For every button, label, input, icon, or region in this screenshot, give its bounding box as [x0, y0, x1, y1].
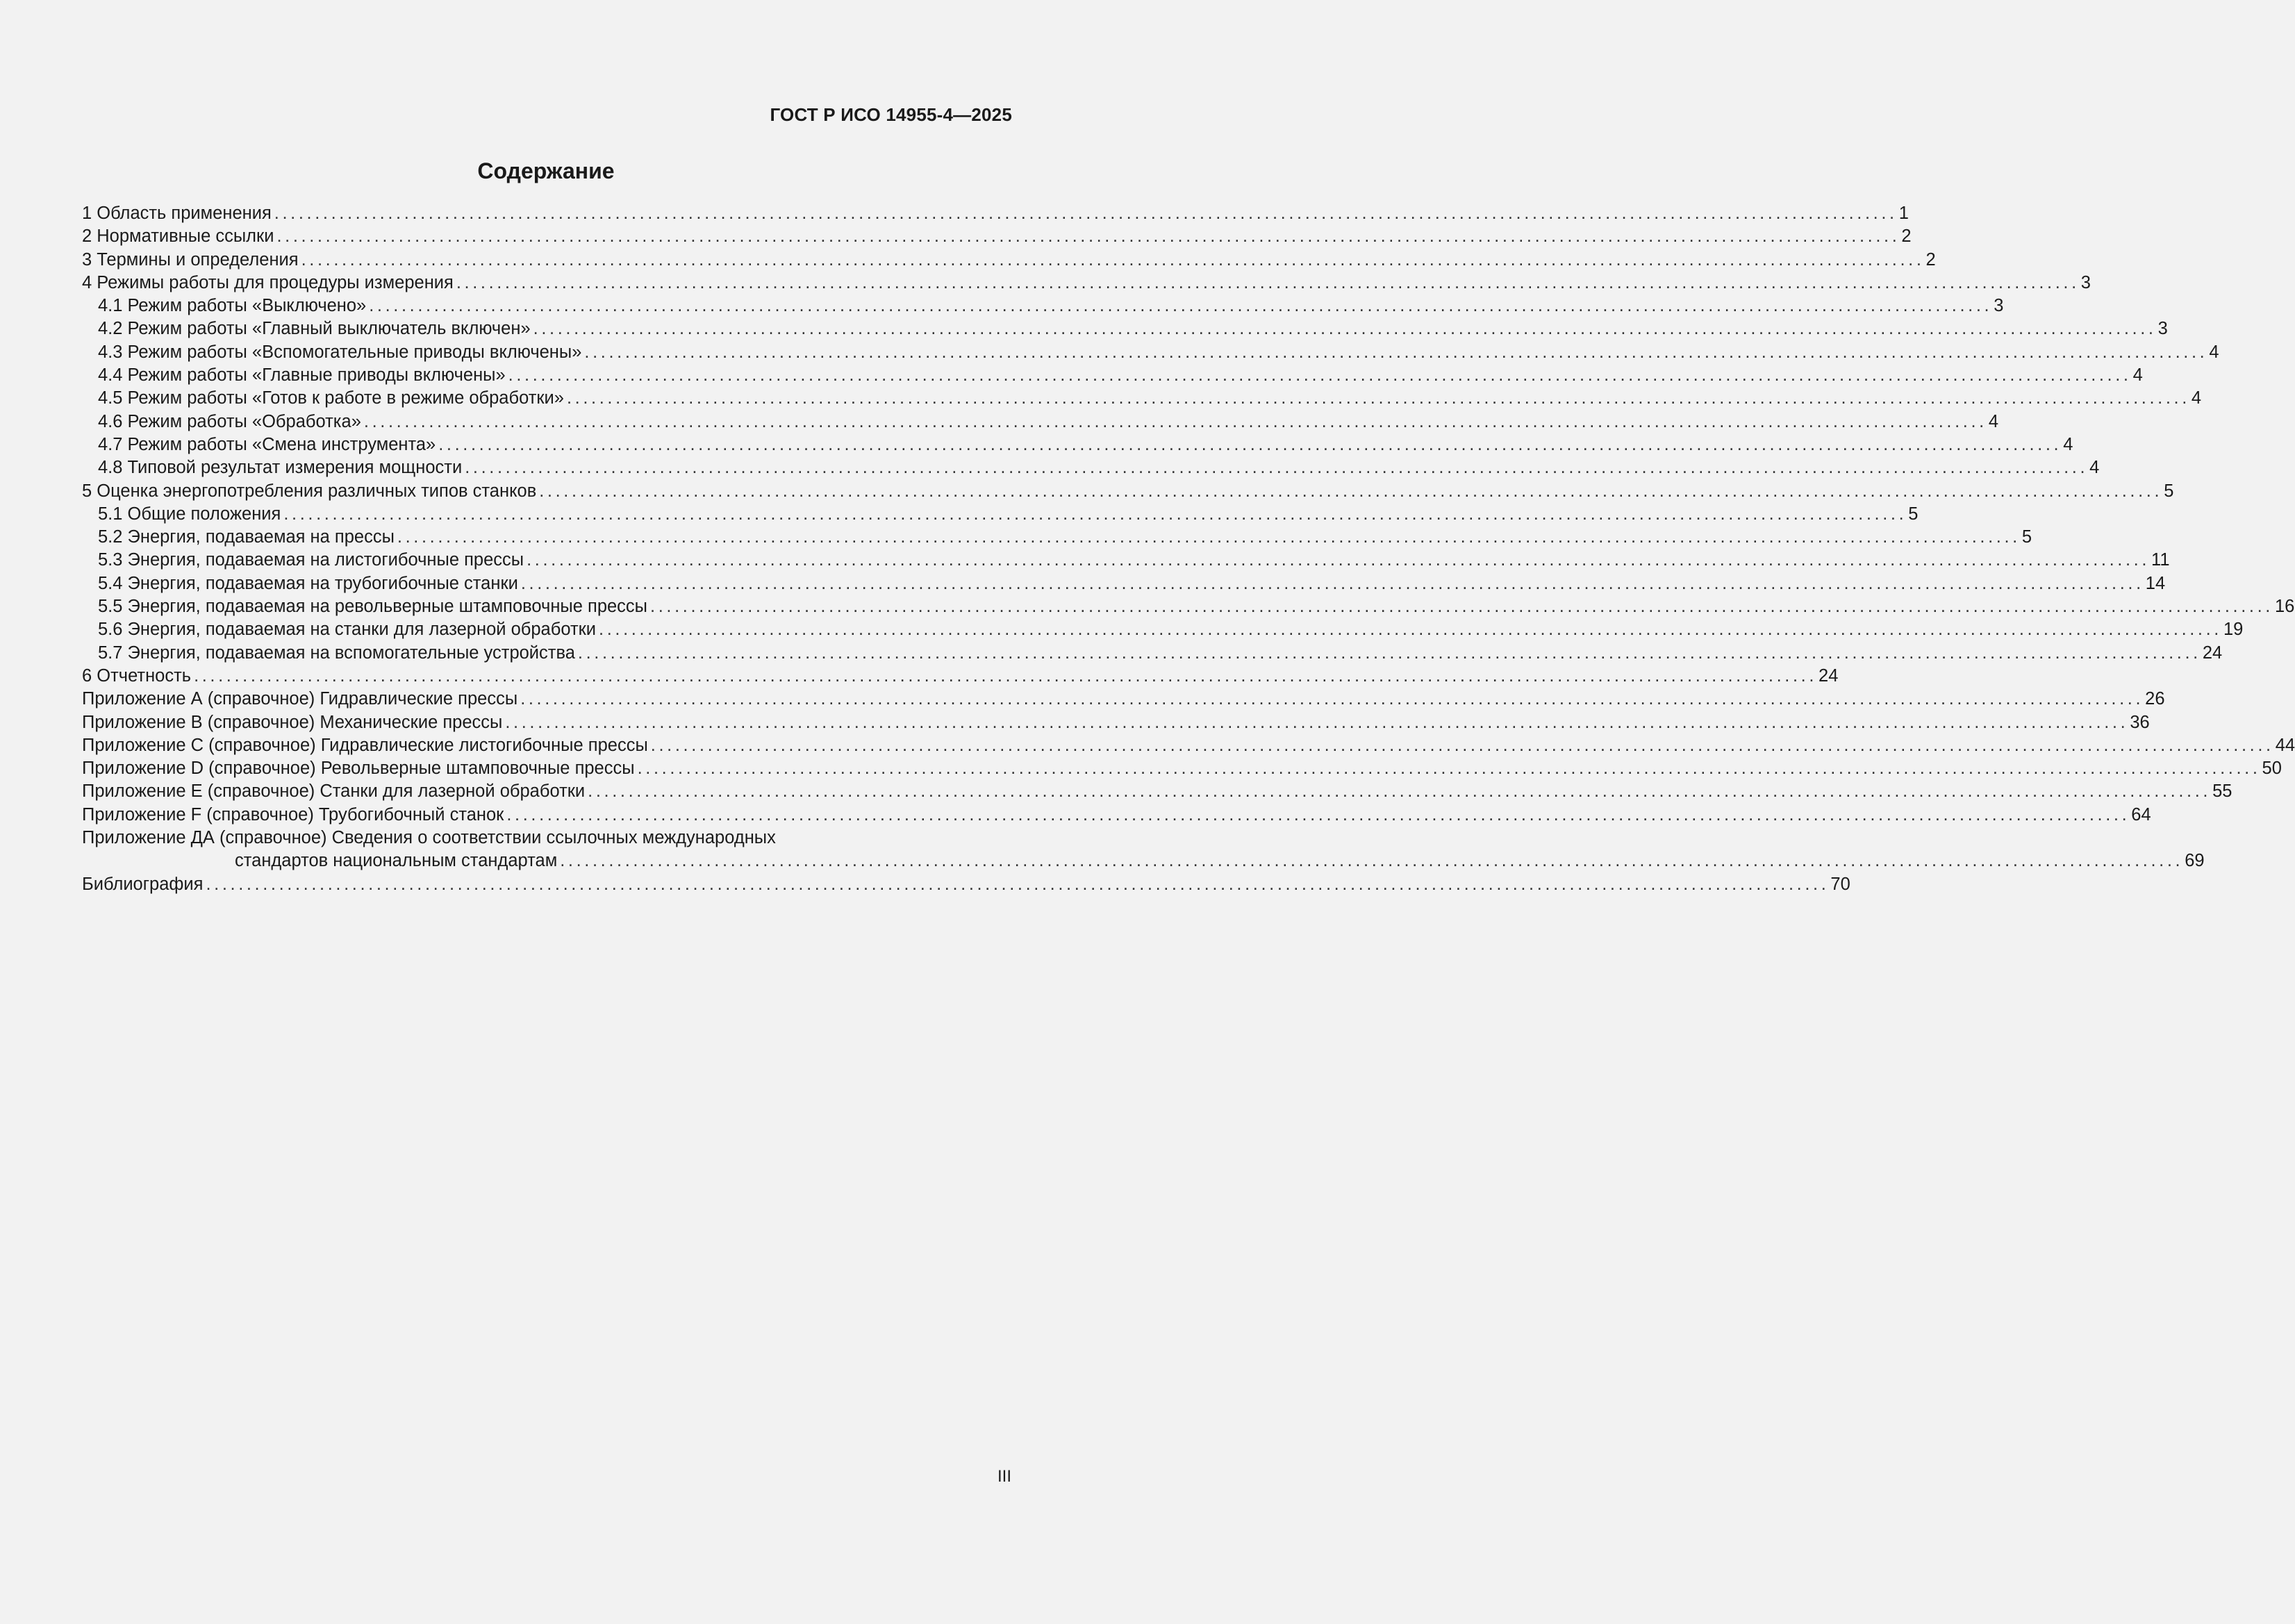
toc-entry[interactable]: [82, 618, 2244, 641]
toc-entry-page: 4: [2089, 458, 2100, 478]
toc-entry[interactable]: [82, 665, 1839, 688]
toc-entry-label: 5.1 Общие положения: [98, 504, 281, 524]
toc-entry-page: 44: [2275, 735, 2295, 755]
toc-entry-page: 3: [1994, 296, 2004, 316]
toc-entry-label: 4.2 Режим работы «Главный выключатель включен»: [98, 319, 531, 339]
toc-entry[interactable]: [82, 757, 2282, 780]
toc-entry[interactable]: [82, 456, 2100, 479]
dot-leader: ........................................................................................................................................................................................................: [533, 319, 2157, 339]
toc-entry-page: 4: [2132, 365, 2143, 386]
toc-entry-page: 14: [2145, 573, 2166, 593]
toc-entry[interactable]: [82, 734, 2295, 757]
toc-entry-page: 2: [1901, 226, 1912, 247]
toc-entry[interactable]: [82, 364, 2143, 387]
toc-entry-page: 4: [2191, 388, 2202, 408]
toc-entry-page: 3: [2080, 272, 2091, 292]
dot-leader: ........................................................................................................................................................................................................: [588, 781, 2212, 802]
standard-number-header: ГОСТ Р ИСО 14955-4—2025: [770, 104, 1012, 125]
toc-entry-label: 3 Термины и определения: [82, 249, 299, 270]
dot-leader: ........................................................................................................................................................................................................: [584, 342, 2208, 362]
toc-entry-label-continued: [82, 850, 2205, 872]
toc-entry-page: 5: [1908, 504, 1919, 524]
dot-leader: ........................................................................................................................................................................................................: [560, 851, 2184, 871]
dot-leader: ........................................................................................................................................................................................................: [520, 689, 2144, 709]
toc-entry-label: 5.4 Энергия, подаваемая на трубогибочные станки: [98, 573, 518, 593]
toc-entry-page: 26: [2145, 689, 2165, 709]
toc-entry[interactable]: [82, 780, 2232, 803]
dot-leader: ........................................................................................................................................................................................................: [539, 481, 2163, 501]
toc-entry[interactable]: [82, 503, 1919, 526]
toc-entry-label: 4.8 Типовой результат измерения мощности: [98, 458, 463, 478]
toc-entry-page: 11: [2151, 550, 2170, 570]
toc-entry[interactable]: [82, 202, 1909, 225]
toc-entry-label: 4.7 Режим работы «Смена инструмента»: [98, 434, 436, 454]
toc-entry-label: Приложение А (справочное) Гидравлические прессы: [82, 689, 518, 709]
dot-leader: ........................................................................................................................................................................................................: [301, 249, 1925, 270]
toc-entry-page: 19: [2223, 620, 2244, 640]
toc-entry[interactable]: [82, 711, 2150, 734]
toc-entry-label: 4.1 Режим работы «Выключено»: [98, 296, 367, 316]
dot-leader: ........................................................................................................................................................................................................: [566, 388, 2190, 408]
toc-entry-label: 4.5 Режим работы «Готов к работе в режиме обработки»: [98, 388, 564, 408]
toc-entry[interactable]: [82, 387, 2202, 410]
toc-entry-page: 50: [2262, 759, 2282, 779]
dot-leader: ........................................................................................................................................................................................................: [505, 712, 2129, 732]
dot-leader: ........................................................................................................................................................................................................: [283, 504, 1907, 524]
toc-entry-page: 24: [1818, 665, 1839, 686]
dot-leader: ........................................................................................................................................................................................................: [506, 804, 2130, 825]
toc-entry-page: 16: [2274, 597, 2295, 617]
toc-entry[interactable]: [82, 295, 2004, 317]
table-of-contents: [82, 202, 2295, 896]
dot-leader: ........................................................................................................................................................................................................: [363, 411, 1987, 431]
toc-entry-page: 3: [2157, 319, 2168, 339]
toc-entry[interactable]: [82, 572, 2166, 595]
dot-leader: ........................................................................................................................................................................................................: [276, 226, 1900, 247]
toc-entry[interactable]: [82, 433, 2073, 456]
dot-leader: ........................................................................................................................................................................................................: [650, 597, 2273, 617]
toc-entry[interactable]: [82, 272, 2091, 295]
dot-leader: ........................................................................................................................................................................................................: [456, 272, 2080, 292]
toc-entry-page: 5: [2164, 481, 2174, 501]
dot-leader: ........................................................................................................................................................................................................: [194, 665, 1818, 686]
toc-entry-label: Приложение ДА (справочное) Сведения о соответствии ссылочных международных: [82, 828, 776, 848]
toc-entry-label: 4 Режимы работы для процедуры измерения: [82, 272, 454, 292]
dot-leader: ........................................................................................................................................................................................................: [274, 204, 1898, 223]
toc-entry-page: 55: [2212, 781, 2232, 802]
toc-entry-label: Приложение F (справочное) Трубогибочный станок: [82, 804, 504, 825]
toc-entries: [82, 202, 2295, 827]
toc-entry[interactable]: [82, 341, 2219, 364]
toc-entry-page: 1: [1898, 204, 1909, 223]
toc-entry[interactable]: [82, 804, 2151, 827]
dot-leader: ........................................................................................................................................................................................................: [369, 296, 1993, 316]
toc-entry[interactable]: [82, 480, 2174, 503]
dot-leader: ........................................................................................................................................................................................................: [650, 735, 2274, 755]
toc-entry[interactable]: [82, 549, 2170, 572]
toc-entry[interactable]: [82, 595, 2295, 618]
toc-entry-label: Приложение В (справочное) Механические прессы: [82, 712, 503, 732]
toc-entry-label: Приложение С (справочное) Гидравлические листогибочные прессы: [82, 735, 648, 755]
toc-entry-page: 69: [2185, 851, 2205, 871]
toc-entry-label: 4.3 Режим работы «Вспомогательные приводы включены»: [98, 342, 582, 362]
dot-leader: ........................................................................................................................................................................................................: [527, 550, 2151, 570]
dot-leader: ........................................................................................................................................................................................................: [465, 458, 2089, 478]
toc-title: Содержание: [477, 158, 615, 183]
toc-entry-appendix-da[interactable]: [82, 827, 2205, 873]
toc-entry-bibliography[interactable]: [82, 873, 1850, 896]
toc-entry-page: 70: [1830, 874, 1850, 894]
toc-entry-label: 5.3 Энергия, подаваемая на листогибочные прессы: [98, 550, 524, 570]
toc-entry[interactable]: [82, 642, 2223, 665]
toc-entry[interactable]: [82, 526, 2032, 549]
dot-leader: ........................................................................................................................................................................................................: [520, 573, 2144, 593]
toc-entry-page: 2: [1925, 249, 1936, 270]
toc-entry[interactable]: [82, 688, 2165, 711]
toc-entry-label: 4.6 Режим работы «Обработка»: [98, 411, 361, 431]
toc-entry-label: 5.7 Энергия, подаваемая на вспомогательные устройства: [98, 643, 575, 663]
toc-entry-label: 1 Область применения: [82, 204, 272, 223]
toc-entry-page: 5: [2021, 527, 2032, 547]
toc-entry-page: 4: [2209, 342, 2219, 362]
toc-entry[interactable]: [82, 249, 1936, 272]
toc-entry-label: 5 Оценка энергопотребления различных типов станков: [82, 481, 537, 501]
toc-entry-label: 2 Нормативные ссылки: [82, 226, 274, 247]
dot-leader: ........................................................................................................................................................................................................: [599, 620, 2222, 640]
toc-entry-label: 5.2 Энергия, подаваемая на прессы: [98, 527, 395, 547]
toc-entry-page: 4: [2063, 434, 2073, 454]
toc-entry-label: Приложение D (справочное) Револьверные штамповочные прессы: [82, 759, 635, 779]
toc-entry[interactable]: [82, 317, 2168, 340]
dot-leader: ........................................................................................................................................................................................................: [508, 365, 2132, 386]
dot-leader: ........................................................................................................................................................................................................: [206, 874, 1830, 894]
toc-entry[interactable]: [82, 225, 1912, 248]
toc-entry-label: 5.5 Энергия, подаваемая на револьверные штамповочные прессы: [98, 597, 648, 617]
toc-entry-page: 64: [2131, 804, 2151, 825]
dot-leader: ........................................................................................................................................................................................................: [577, 643, 2201, 663]
toc-entry-page: 36: [2130, 712, 2150, 732]
dot-leader: ........................................................................................................................................................................................................: [397, 527, 2021, 547]
toc-entry-label: 4.4 Режим работы «Главные приводы включены»: [98, 365, 506, 386]
toc-entry[interactable]: [82, 411, 1999, 433]
toc-entry-page: 24: [2202, 643, 2223, 663]
dot-leader: ........................................................................................................................................................................................................: [637, 759, 2261, 779]
toc-entry-label: Библиография: [82, 874, 204, 894]
toc-entry-label: стандартов национальным стандартам: [235, 851, 558, 871]
dot-leader: ........................................................................................................................................................................................................: [438, 434, 2062, 454]
page-number: III: [997, 1467, 1011, 1486]
toc-entry-label: 5.6 Энергия, подаваемая на станки для лазерной обработки: [98, 620, 597, 640]
toc-entry-label: Приложение Е (справочное) Станки для лазерной обработки: [82, 781, 586, 802]
toc-entry-page: 4: [1988, 411, 1999, 431]
toc-entry-label: 6 Отчетность: [82, 665, 192, 686]
